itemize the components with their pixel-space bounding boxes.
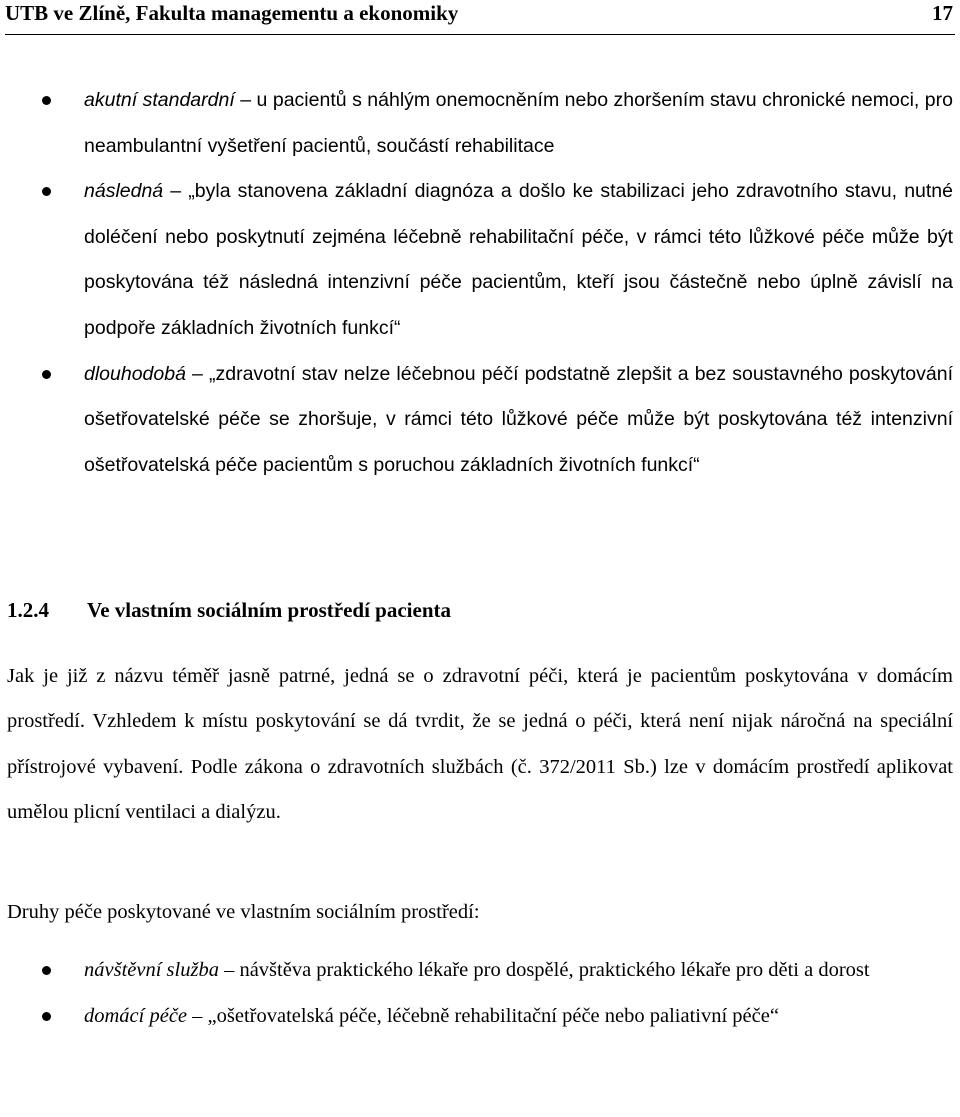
list-item-term: následná — [84, 180, 164, 203]
list-item-term: akutní standardní — [84, 89, 235, 111]
list-item-text — [84, 993, 953, 1039]
list-item-term: návštěvní služba — [84, 959, 219, 981]
header-title: UTB ve Zlíně, Fakulta managementu a ekonomiky — [5, 1, 459, 25]
bullet-icon — [42, 370, 51, 379]
list-item — [0, 78, 960, 169]
list-item-text — [84, 352, 953, 489]
section-heading — [7, 598, 451, 623]
list-item-text — [84, 169, 953, 351]
bullet-icon — [42, 966, 51, 975]
list-item-description: – „byla stanovena základní diagnóza a došlo ke stabilizaci jeho zdravotního stavu, nutné doléčení nebo poskytnutí zejména léčebně rehabilitační péče, v rámci této lůžkové péče může být poskytována též následná intenzivní péče pacientům, kteří jsou částečně nebo úplně závislí na podpoře základních životních funkcí“ — [84, 180, 953, 339]
page-number: 17 — [932, 1, 953, 25]
home-care-list — [0, 947, 960, 1039]
page-header — [5, 0, 955, 35]
list-item-description: – „ošetřovatelská péče, léčebně rehabilitační péče nebo paliativní péče“ — [187, 1005, 779, 1027]
list-item — [0, 169, 960, 351]
section-title: Ve vlastním sociálním prostředí pacienta — [87, 598, 452, 622]
paragraph: Jak je již z názvu téměř jasně patrné, jedná se o zdravotní péči, která je pacientům poskytována v domácím prostředí. Vzhledem k místu poskytování se dá tvrdit, že se jedná o péči, která není nijak náročná na speciální přístrojové vybavení. Podle zákona o zdravotních službách (č. 372/2011 Sb.) lze v domácím prostředí aplikovat umělou plicní ventilaci a dialýzu. — [7, 665, 953, 824]
list-item-term: dlouhodobá — [84, 362, 186, 385]
bullet-icon — [42, 187, 51, 196]
care-types-list — [0, 78, 960, 488]
list-item-text — [84, 78, 953, 169]
list-item-text — [84, 947, 953, 993]
list-item-description: – návštěva praktického lékaře pro dospělé, praktického lékaře pro děti a dorost — [218, 959, 870, 981]
list-item-description: – „zdravotní stav nelze léčebnou péčí podstatně zlepšit a bez soustavného poskytování ošetřovatelské péče se zhoršuje, v rámci této lůžkové péče může být poskytována též intenzivní ošetřovatelská péče pacientům s poruchou základních životních funkcí“ — [84, 362, 953, 476]
list-item — [0, 352, 960, 489]
list-item-description: – u pacientů s náhlým onemocněním nebo zhoršením stavu chronické nemoci, pro neambulantní vyšetření pacientů, součástí rehabilitace — [84, 89, 953, 157]
list-item-term: domácí péče — [84, 1005, 188, 1027]
list-item — [0, 947, 960, 993]
section-number: 1.2.4 — [7, 598, 49, 622]
list-item — [0, 993, 960, 1039]
paragraph: Druhy péče poskytované ve vlastním sociálním prostředí: — [7, 901, 480, 923]
bullet-icon — [42, 96, 51, 105]
bullet-icon — [42, 1012, 51, 1021]
